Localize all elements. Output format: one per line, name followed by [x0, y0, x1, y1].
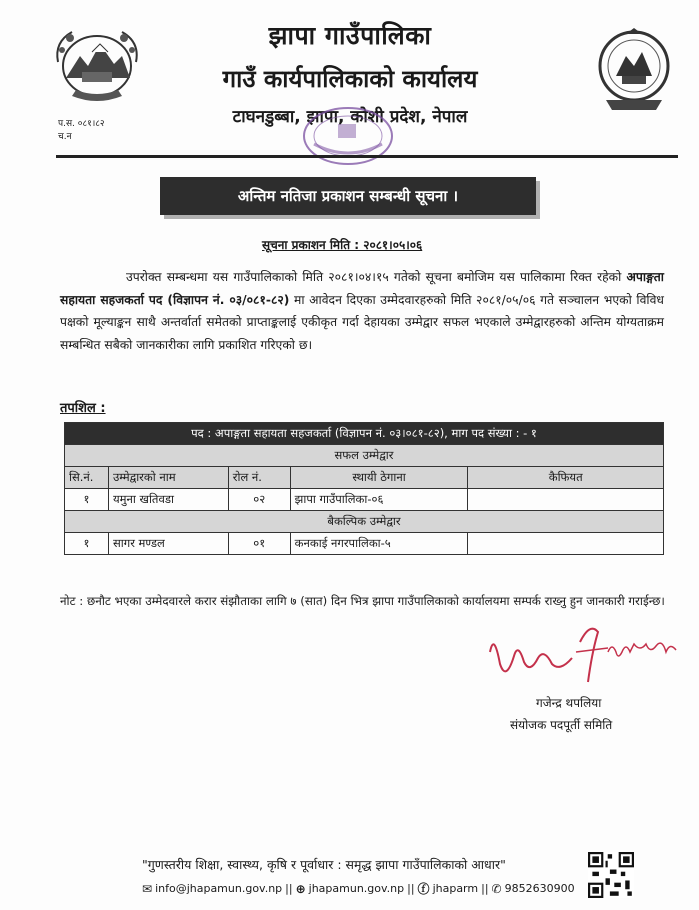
- table-row: [65, 533, 664, 555]
- footer-separator: ||: [285, 882, 293, 895]
- footer-separator: ||: [481, 882, 489, 895]
- header-divider: [56, 155, 678, 158]
- dispatch-number: च.न: [58, 132, 72, 142]
- cell-serial: १: [65, 533, 109, 555]
- alternate-section-label: बैकल्पिक उम्मेद्वार: [65, 511, 664, 533]
- post-title-cell: पद : अपाङ्गता सहायता सहजकर्ता (विज्ञापन नं. ०३।०८१-८२), माग पद संख्या : - १: [65, 423, 664, 445]
- note-text: नोट : छनौट भएका उम्मेदवारले करार संझौताका लागि ७ (सात) दिन भित्र झापा गाउँपालिकाको कार्यालयमा सम्पर्क राख्नु हुन जानकारी गराईन्छ।: [60, 594, 665, 608]
- cell-roll-no: ०२: [228, 489, 290, 511]
- cell-candidate-name: सागर मण्डल: [108, 533, 228, 555]
- success-section-row: [65, 445, 664, 467]
- cell-address: झापा गाउँपालिका-०६: [290, 489, 468, 511]
- publish-date: सूचना प्रकाशन मिति : २०८१।०५।०६: [262, 238, 423, 252]
- qr-code-icon[interactable]: [588, 852, 634, 898]
- cell-remarks: [468, 489, 664, 511]
- office-name-title: झापा गाउँपालिका: [268, 21, 432, 50]
- municipality-logo-icon: [596, 26, 672, 112]
- paragraph-start: उपरोक्त सम्बन्धमा यस गाउँपालिकाको मिति २०८१।०४।१५ गतेको सूचना बमोजिम यस पालिकामा रिक्त रहेको: [126, 270, 627, 284]
- footer-motto: "गुणस्तरीय शिक्षा, स्वास्थ्य, कृषि र पूर्वाधार : समृद्ध झापा गाउँपालिकाको आधार": [142, 857, 506, 872]
- col-permanent-address: स्थायी ठेगाना: [290, 467, 468, 489]
- result-table: [64, 422, 664, 555]
- reference-number: प.स. ०८१।८२: [58, 119, 105, 129]
- table-row: [65, 489, 664, 511]
- globe-icon: ⊕: [295, 881, 306, 896]
- alternate-section-row: [65, 511, 664, 533]
- col-serial: सि.नं.: [65, 467, 109, 489]
- signature-icon: [480, 612, 680, 688]
- paragraph-end: मा आवेदन दिएका उम्मेदवारहरुको मिति २०८१/०५/०६ गते सञ्चालन भएको विविध पक्षको मूल्याङ्कन साथै अन्तर्वार्ता समेतको प्राप्ताङ्कलाई एकीकृत गर्दा देहायका उम्मेद्वार सफल भएकाले उम्मेद्वारहरुको अन्तिम योग्यताक्रम सम्बन्धित सबैको जानकारीका लागि प्रकाशित गरिएको छ।: [60, 292, 664, 352]
- cell-roll-no: ०१: [228, 533, 290, 555]
- nepal-emblem-icon: [52, 22, 142, 106]
- post-reference-bold: अपाङ्गता सहायता सहजकर्ता पद (विज्ञापन नं. ०३/०८१-८२): [60, 270, 664, 307]
- signer-name: गजेन्द्र थपलिया: [536, 696, 602, 710]
- facebook-icon: ⓕ: [417, 882, 430, 896]
- cell-candidate-name: यमुना खतिवडा: [108, 489, 228, 511]
- success-section-label: सफल उम्मेद्वार: [65, 445, 664, 467]
- reference-block: [58, 118, 105, 144]
- mail-icon: ✉: [142, 881, 153, 896]
- cell-remarks: [468, 533, 664, 555]
- cell-serial: १: [65, 489, 109, 511]
- notice-paragraph: [60, 266, 664, 356]
- col-remarks: कैफियत: [468, 467, 664, 489]
- details-heading: तपशिल :: [60, 401, 106, 416]
- footer-phone: 9852630900: [504, 882, 575, 895]
- footer-separator: ||: [407, 882, 415, 895]
- footer-email[interactable]: info@jhapamun.gov.np: [155, 882, 283, 895]
- col-roll-no: रोल नं.: [228, 467, 290, 489]
- office-stamp-icon: [300, 104, 396, 168]
- office-address: टाघनडुब्बा, झापा, कोशी प्रदेश, नेपाल: [232, 107, 468, 127]
- table-header-row: [65, 467, 664, 489]
- footer-contact: [142, 880, 575, 897]
- footer-facebook[interactable]: jhaparm: [432, 882, 479, 895]
- notice-title-banner: अन्तिम नतिजा प्रकाशन सम्बन्धी सूचना ।: [160, 177, 536, 215]
- footer-website[interactable]: jhapamun.gov.np: [308, 882, 405, 895]
- cell-address: कनकाई नगरपालिका-५: [290, 533, 468, 555]
- phone-icon: ✆: [491, 881, 502, 896]
- col-candidate-name: उम्मेद्वारको नाम: [108, 467, 228, 489]
- post-title-row: [65, 423, 664, 445]
- office-executive-title: गाउँ कार्यपालिकाको कार्यालय: [222, 65, 478, 93]
- signer-title: संयोजक पदपूर्ती समिति: [510, 718, 613, 732]
